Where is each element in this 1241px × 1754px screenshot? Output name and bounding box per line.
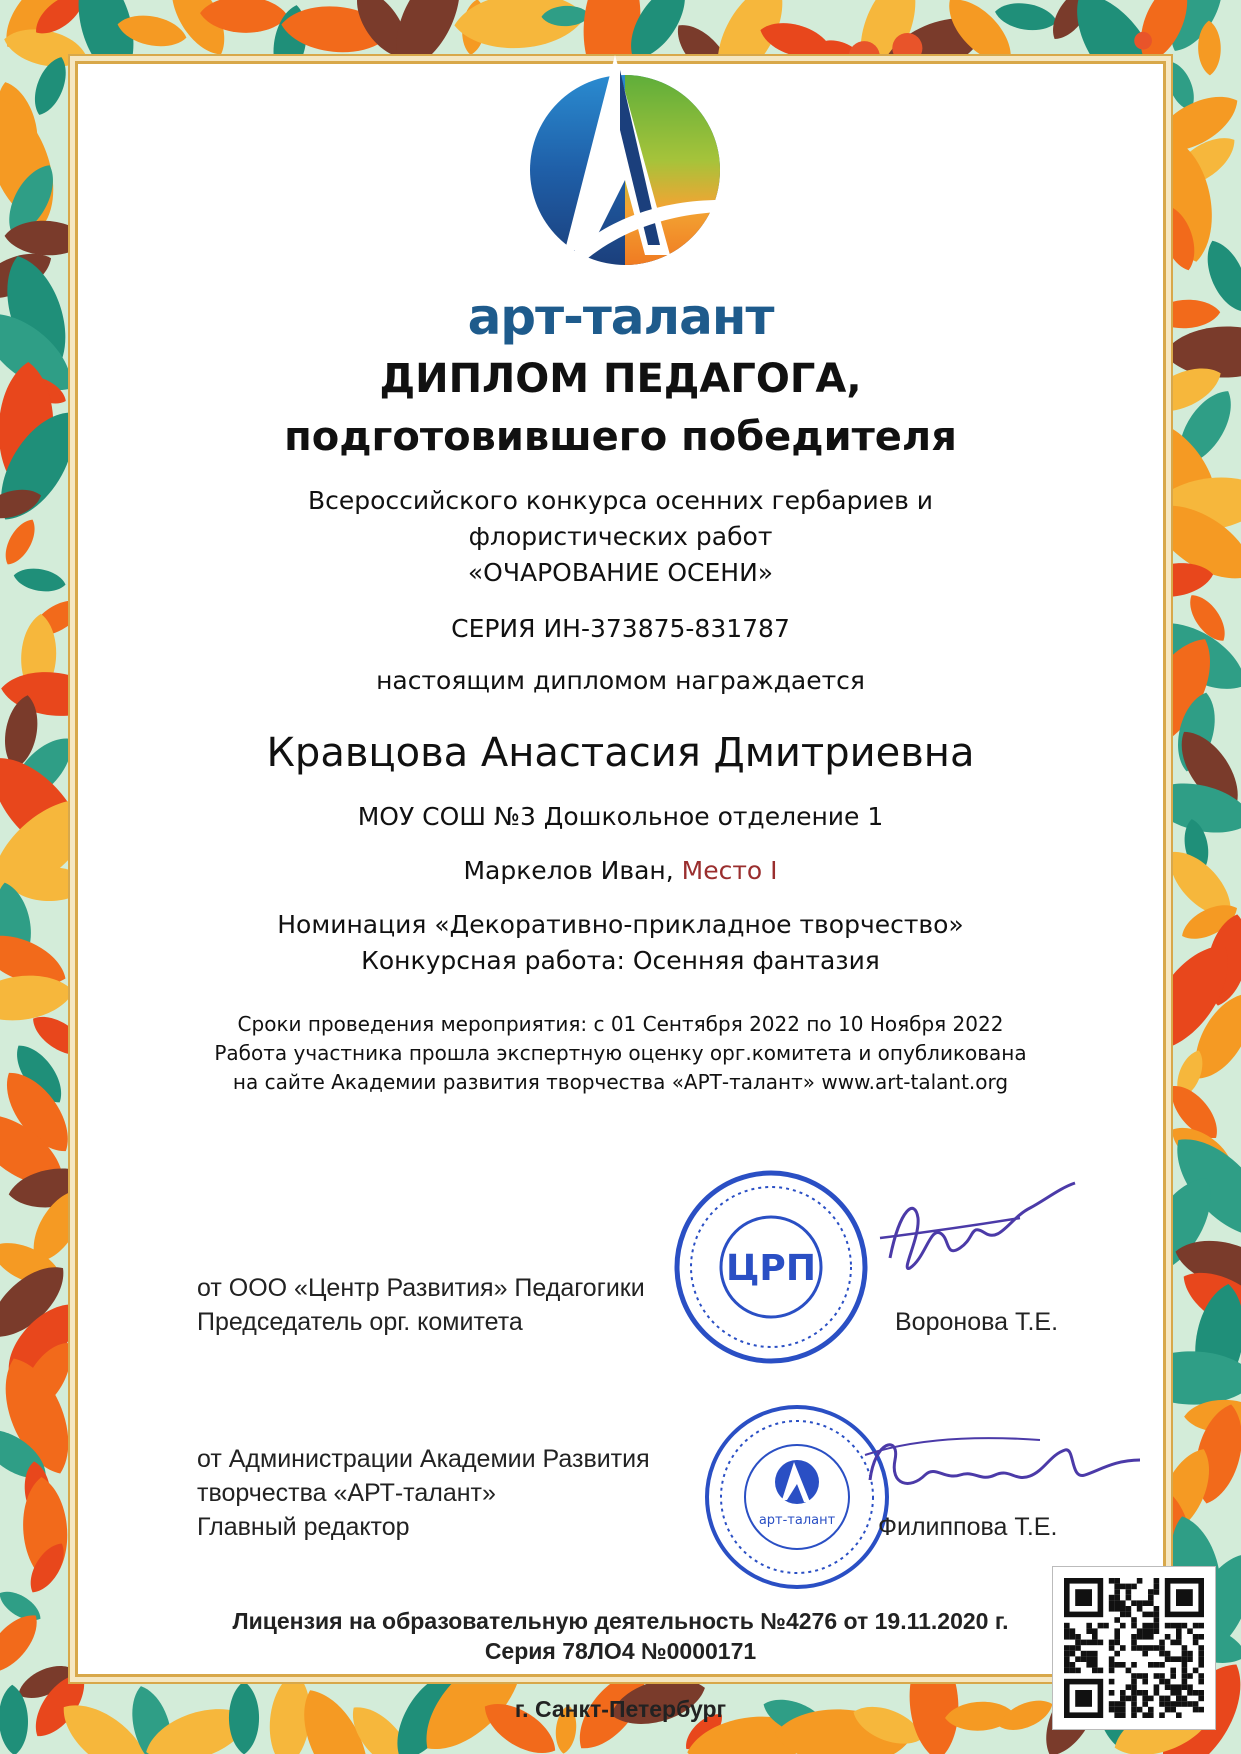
recipient-name: Кравцова Анастасия Дмитриевна [266,730,975,776]
winner-line [0,856,1241,885]
contest-line-1: Всероссийского конкурса осенних гербариев и [307,486,934,515]
voronova-signature-icon [860,1178,1100,1288]
license-line-1: Лицензия на образовательную деятельность №4276 от 19.11.2020 г. [232,1608,1009,1634]
signatory1-role: Председатель орг. комитета [197,1308,523,1336]
winner-place: Место I [681,856,778,885]
series-number: СЕРИЯ ИН-373875-831787 [451,614,790,643]
signatory2-role: Главный редактор [197,1513,410,1541]
art-talant-logo-icon [520,50,730,280]
art-talant-stamp-label: арт-талант [758,1513,836,1528]
contest-work: Конкурсная работа: Осенняя фантазия [361,946,880,975]
city: г. Санкт-Петербург [514,1696,727,1722]
license-line-2: Серия 78ЛО4 №0000171 [484,1638,757,1664]
crp-stamp-icon [672,1168,870,1366]
details-line-1: Сроки проведения мероприятия: с 01 Сентября 2022 по 10 Ноября 2022 [237,1012,1004,1036]
signatory1-org: от ООО «Центр Развития» Педагогики [197,1274,645,1302]
recipient-institution: МОУ СОШ №3 Дошкольное отделение 1 [357,802,884,831]
signatory1-name: Воронова Т.Е. [895,1308,1059,1336]
signatory2-name: Филиппова Т.Е. [878,1513,1058,1541]
nomination: Номинация «Декоративно-прикладное творчество» [277,910,964,939]
contest-name: «ОЧАРОВАНИЕ ОСЕНИ» [467,558,774,587]
signatory2-org: от Администрации Академии Развития [197,1445,650,1473]
winner-name: Маркелов Иван, [463,856,674,885]
contest-line-2: флористических работ [468,522,773,551]
crp-stamp-label: ЦРП [726,1248,816,1289]
diploma-title: ДИПЛОМ ПЕДАГОГА, [379,356,862,402]
diploma-subtitle: подготовившего победителя [284,414,957,460]
brand-name: арт-талант [467,288,774,346]
award-text: настоящим дипломом награждается [376,666,865,695]
signatory2-org-name: творчества «АРТ-талант» [197,1479,496,1507]
qr-code-icon [1052,1566,1216,1730]
details-line-2: Работа участника прошла экспертную оценку орг.комитета и опубликована [214,1041,1027,1065]
details-line-3: на сайте Академии развития творчества «АРТ-талант» www.art-talant.org [232,1070,1009,1094]
